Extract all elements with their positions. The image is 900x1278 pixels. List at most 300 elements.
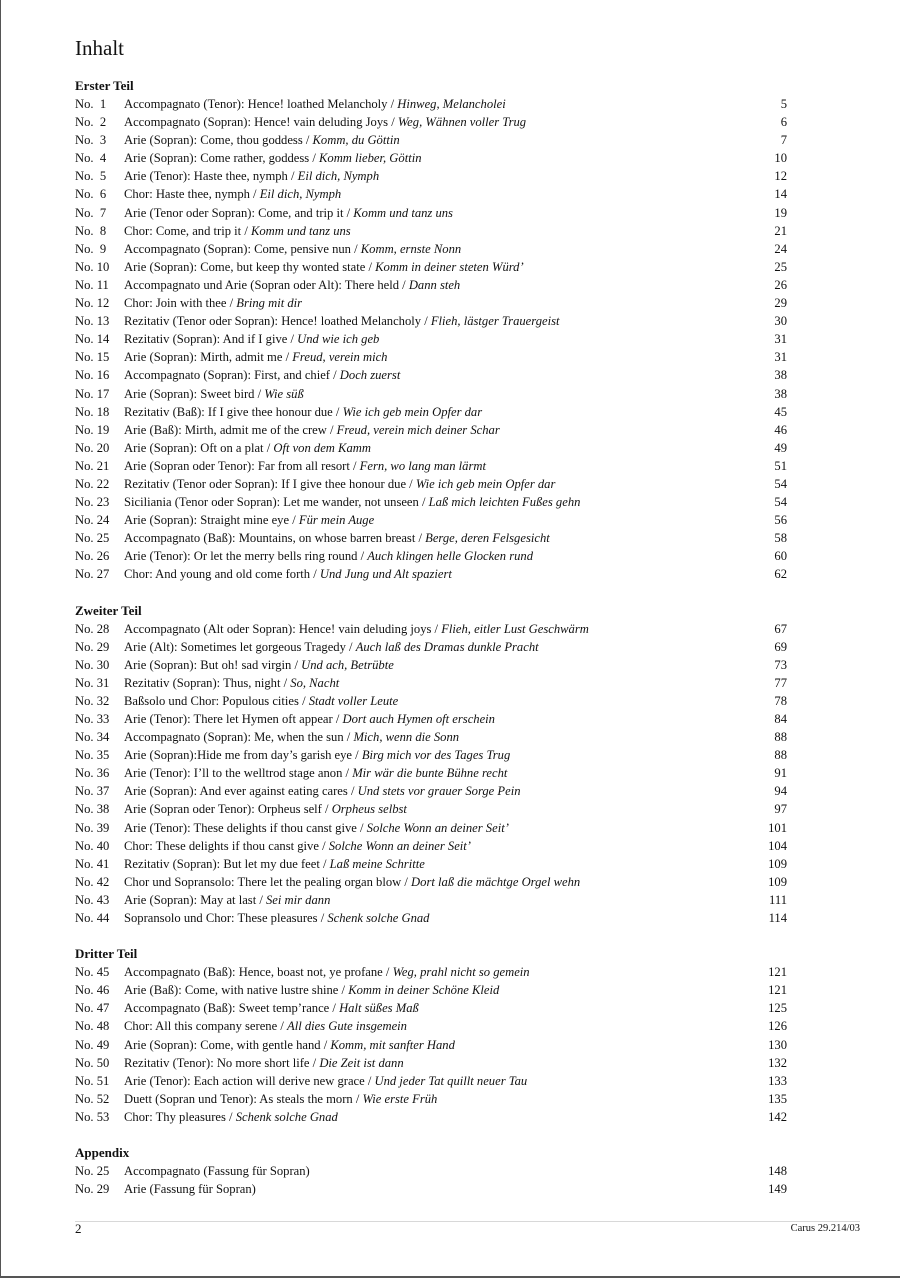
toc-entry [75, 547, 787, 565]
toc-entry [75, 891, 787, 909]
entry-title [124, 240, 747, 258]
entry-title-german: Und Jung und Alt spaziert [319, 567, 452, 582]
entry-title-english: Rezitativ (Sopran): But let my due feet / [124, 856, 330, 871]
entry-title [124, 764, 747, 782]
entry-title-german: Dort laß die mächtge Orgel wehn [411, 874, 581, 889]
entry-title [124, 728, 747, 746]
entry-page-number: 109 [768, 874, 787, 889]
entry-page-number: 54 [774, 495, 787, 510]
entry-title-english: Arie (Tenor): There let Hymen oft appear / [124, 712, 343, 726]
entry-title [124, 348, 747, 366]
entry-number: No. 11 [75, 277, 109, 292]
entry-title-english: Accompagnato (Sopran): First, and chief / [124, 368, 340, 383]
entry-title [124, 1072, 747, 1090]
entry-title-english: Chor: Thy pleasures / [124, 1109, 236, 1124]
entry-page-number: 121 [768, 965, 787, 980]
entry-title [124, 656, 747, 674]
entry-page-number: 149 [768, 1182, 787, 1197]
entry-page-number: 30 [774, 314, 787, 329]
toc-entry [75, 674, 787, 692]
entry-title [124, 222, 747, 240]
entry-number: No. 40 [75, 838, 110, 853]
entry-number: No. 32 [75, 693, 110, 708]
toc-entry [75, 167, 787, 185]
entry-page-number: 126 [768, 1019, 787, 1034]
entry-number: No. 16 [75, 368, 110, 383]
entry-title-german: Birg mich vor des Tages Trug [361, 748, 511, 763]
entry-number: No. 9 [75, 241, 107, 256]
entry-title-german: Die Zeit ist dann [319, 1055, 404, 1070]
toc-entry [75, 855, 787, 873]
entry-title [124, 800, 747, 818]
entry-number: No. 6 [75, 187, 107, 202]
toc-entry [75, 493, 787, 511]
entry-title-german: Für mein Auge [298, 513, 375, 528]
toc-entry [75, 240, 787, 258]
entry-title-english: Arie (Fassung für Sopran) [124, 1182, 256, 1197]
entry-number: No. 4 [75, 151, 107, 166]
entry-page-number: 104 [768, 838, 787, 853]
entry-title [124, 294, 747, 312]
entry-page-number: 51 [774, 458, 787, 473]
entry-title-english: Accompagnato (Alt oder Sopran): Hence! vain deluding joys / [124, 621, 442, 636]
toc-entry [75, 421, 787, 439]
entry-page-number: 6 [780, 115, 787, 130]
entry-number: No. 39 [75, 820, 110, 835]
entry-title [124, 185, 747, 203]
entry-title-english: Rezitativ (Tenor oder Sopran): If I give thee honour due / [124, 476, 416, 491]
entry-title-english: Accompagnato (Baß): Sweet temp’rance / [124, 1001, 340, 1016]
entry-page-number: 62 [774, 567, 787, 582]
entry-page-number: 130 [768, 1037, 787, 1052]
entry-title-english: Arie (Sopran): Mirth, admit me / [124, 350, 293, 365]
toc-entry [75, 1072, 787, 1090]
entry-page-number: 19 [774, 205, 787, 220]
entry-page-number: 31 [774, 332, 787, 347]
entry-page-number: 12 [774, 169, 787, 184]
toc-entry [75, 837, 787, 855]
entry-number: No. 14 [75, 332, 110, 347]
entry-title [124, 167, 747, 185]
entry-title-english: Rezitativ (Sopran): And if I give / [124, 332, 298, 347]
entry-title-german: Komm und tanz uns [250, 223, 351, 238]
entry-number: No. 29 [75, 639, 110, 654]
entry-title [124, 529, 747, 547]
entry-title-german: Wie süß [264, 386, 304, 401]
entry-title-german: Freud, verein mich [292, 350, 388, 365]
toc-entry [75, 403, 787, 421]
entry-title-german: Auch klingen helle Glocken rund [367, 549, 533, 564]
entry-title [124, 131, 747, 149]
entry-number: No. 23 [75, 495, 110, 510]
entry-title-german: Und wie ich geb [297, 332, 380, 347]
entry-page-number: 45 [774, 404, 787, 419]
toc-entry [75, 782, 787, 800]
toc-entry [75, 963, 787, 981]
entry-number: No. 7 [75, 205, 107, 220]
entry-page-number: 111 [769, 892, 787, 907]
toc-entry [75, 764, 787, 782]
entry-number: No. 31 [75, 675, 110, 690]
entry-page-number: 29 [774, 296, 787, 311]
page-title: Inhalt [75, 36, 124, 60]
entry-page-number: 101 [768, 820, 787, 835]
entry-page-number: 67 [774, 621, 787, 636]
entry-title-english: Arie (Tenor): These delights if thou canst give / [124, 820, 367, 835]
entry-title [124, 366, 747, 384]
entry-page-number: 7 [780, 133, 787, 148]
toc-entry [75, 981, 787, 999]
entry-title [124, 493, 747, 511]
entry-number: No. 45 [75, 965, 110, 980]
entry-title-german: Halt süßes Maß [339, 1001, 419, 1016]
entry-title-german: So, Nacht [290, 675, 340, 690]
entry-title [124, 855, 747, 873]
toc-entry [75, 728, 787, 746]
entry-title-english: Rezitativ (Baß): If I give thee honour due / [124, 404, 343, 419]
entry-title-english: Arie (Sopran): Oft on a plat / [124, 440, 274, 455]
entry-title-english: Arie (Sopran oder Tenor): Orpheus self / [124, 802, 332, 817]
toc-entry [75, 1162, 787, 1180]
toc-entry [75, 1180, 787, 1198]
entry-title [124, 1180, 747, 1198]
entry-page-number: 91 [774, 766, 787, 781]
entry-title [124, 981, 747, 999]
toc-entry [75, 258, 787, 276]
entry-title [124, 565, 747, 583]
entry-title-german: Komm und tanz uns [353, 205, 453, 220]
entry-number: No. 53 [75, 1109, 110, 1124]
toc-entry [75, 565, 787, 583]
entry-title [124, 1162, 747, 1180]
entry-title-german: Weg, prahl nicht so gemein [392, 965, 530, 980]
entry-page-number: 88 [774, 730, 787, 745]
entry-number: No. 19 [75, 422, 110, 437]
entry-number: No. 18 [75, 404, 110, 419]
entry-number: No. 41 [75, 856, 110, 871]
entry-number: No. 38 [75, 802, 110, 817]
entry-title-german: Laß meine Schritte [329, 856, 425, 871]
toc-entry [75, 1054, 787, 1072]
entry-number: No. 44 [75, 911, 110, 926]
entry-number: No. 21 [75, 458, 110, 473]
entry-title-german: Freud, verein mich deiner Schar [336, 422, 500, 437]
entry-title-english: Accompagnato (Sopran): Hence! vain deluding Joys / [124, 115, 398, 130]
entry-title-german: Berge, deren Felsgesicht [425, 531, 550, 546]
toc-entry [75, 529, 787, 547]
entry-page-number: 77 [774, 675, 787, 690]
toc-entry [75, 385, 787, 403]
entry-number: No. 33 [75, 712, 110, 726]
entry-number: No. 22 [75, 476, 110, 491]
entry-number: No. 24 [75, 513, 110, 528]
toc-entry [75, 330, 787, 348]
entry-title [124, 1108, 747, 1126]
entry-number: No. 52 [75, 1091, 110, 1106]
entry-title-english: Arie (Sopran): Come, thou goddess / [124, 133, 313, 148]
footer-divider [75, 1221, 860, 1222]
entry-title-english: Chor: All this company serene / [124, 1019, 287, 1034]
section-heading: Zweiter Teil [75, 602, 142, 618]
entry-title-english: Rezitativ (Tenor oder Sopran): Hence! loathed Melancholy / [124, 314, 431, 329]
entry-title-german: Wie erste Früh [362, 1091, 438, 1106]
toc-entry [75, 475, 787, 493]
entry-title [124, 511, 747, 529]
entry-title [124, 95, 747, 113]
entry-title [124, 276, 747, 294]
entry-title [124, 620, 747, 638]
entry-number: No. 2 [75, 115, 107, 130]
entry-title-german: Wie ich geb mein Opfer dar [415, 476, 556, 491]
entry-number: No. 5 [75, 169, 107, 184]
toc-entry [75, 222, 787, 240]
entry-title-german: Eil dich, Nymph [259, 187, 342, 202]
entry-title-english: Rezitativ (Tenor): No more short life / [124, 1055, 320, 1070]
entry-title-german: Komm lieber, Göttin [319, 151, 422, 166]
entry-title-english: Siciliania (Tenor oder Sopran): Let me wander, not unseen / [124, 495, 429, 510]
entry-title-german: Stadt voller Leute [308, 693, 399, 708]
entry-number: No. 3 [75, 133, 107, 148]
entry-title-english: Accompagnato (Baß): Mountains, on whose barren breast / [124, 531, 426, 546]
entry-title-english: Arie (Sopran): Sweet bird / [124, 386, 265, 401]
entry-page-number: 31 [774, 350, 787, 365]
entry-number: No. 15 [75, 350, 110, 365]
entry-title [124, 439, 747, 457]
entry-page-number: 38 [774, 386, 787, 401]
entry-title [124, 891, 747, 909]
section-heading: Erster Teil [75, 78, 134, 93]
toc-entry [75, 999, 787, 1017]
entry-title-german: Bring mit dir [236, 296, 303, 311]
entry-page-number: 132 [768, 1055, 787, 1070]
entry-title-english: Arie (Tenor): I’ll to the welltrod stage anon / [124, 766, 353, 781]
entry-title-english: Chor: These delights if thou canst give / [124, 838, 329, 853]
entry-title [124, 1090, 747, 1108]
toc-entry [75, 294, 787, 312]
entry-page-number: 58 [774, 531, 787, 546]
toc-entry [75, 1017, 787, 1035]
toc-entry [75, 312, 787, 330]
toc-entry [75, 511, 787, 529]
entry-number: No. 25 [75, 531, 110, 546]
entry-title-german: Solche Wonn an deiner Seit’ [366, 820, 509, 835]
entry-title-english: Accompagnato und Arie (Sopran oder Alt): There held / [124, 277, 409, 292]
entry-page-number: 94 [774, 784, 787, 799]
toc-entry [75, 185, 787, 203]
entry-title [124, 692, 747, 710]
table-of-contents [75, 77, 787, 1198]
toc-entry [75, 348, 787, 366]
entry-title-english: Chor: And young and old come forth / [124, 567, 320, 582]
entry-title-german: Und ach, Betrübte [301, 657, 394, 672]
entry-page-number: 25 [774, 259, 787, 274]
entry-page-number: 97 [774, 802, 787, 817]
entry-title [124, 258, 747, 276]
entry-title-german: Komm in deiner steten Würd’ [375, 259, 524, 274]
entry-page-number: 21 [774, 223, 787, 238]
toc-entry [75, 800, 787, 818]
entry-number: No. 49 [75, 1037, 110, 1052]
toc-entry [75, 131, 787, 149]
entry-title-english: Arie (Alt): Sometimes let gorgeous Tragedy / [124, 639, 356, 654]
toc-entry [75, 873, 787, 891]
entry-page-number: 88 [774, 748, 787, 763]
page-edge-left [0, 0, 1, 1278]
entry-number: No. 47 [75, 1001, 110, 1016]
entry-number: No. 29 [75, 1182, 110, 1197]
entry-title-english: Arie (Sopran): Come rather, goddess / [124, 151, 319, 166]
entry-title [124, 837, 747, 855]
entry-number: No. 37 [75, 784, 110, 799]
entry-title-german: Komm in deiner Schöne Kleid [348, 983, 500, 998]
entry-title [124, 421, 747, 439]
entry-number: No. 48 [75, 1019, 110, 1034]
toc-entry [75, 457, 787, 475]
toc-entry [75, 656, 787, 674]
entry-page-number: 148 [768, 1163, 787, 1178]
entry-title [124, 999, 747, 1017]
entry-title-english: Baßsolo und Chor: Populous cities / [124, 693, 309, 708]
entry-number: No. 42 [75, 874, 110, 889]
entry-page-number: 121 [768, 983, 787, 998]
toc-entry [75, 746, 787, 764]
entry-title [124, 403, 747, 421]
entry-number: No. 28 [75, 621, 110, 636]
entry-title-german: Mich, wenn die Sonn [353, 730, 460, 745]
entry-title-english: Accompagnato (Tenor): Hence! loathed Melancholy / [124, 97, 398, 111]
toc-entry [75, 149, 787, 167]
entry-title [124, 457, 747, 475]
toc-entry [75, 439, 787, 457]
entry-title-german: Eil dich, Nymph [297, 169, 380, 184]
entry-title [124, 909, 747, 927]
entry-title-german: All dies Gute insgemein [287, 1019, 407, 1034]
entry-page-number: 135 [768, 1091, 787, 1106]
entry-number: No. 8 [75, 223, 107, 238]
toc-entry [75, 1108, 787, 1126]
entry-page-number: 109 [768, 856, 787, 871]
section-heading: Dritter Teil [75, 946, 138, 962]
entry-title-english: Arie (Baß): Come, with native lustre shine / [124, 983, 349, 998]
entry-title [124, 674, 747, 692]
entry-page-number: 142 [768, 1109, 787, 1124]
entry-title [124, 638, 747, 656]
entry-number: No. 25 [75, 1163, 110, 1178]
entry-title [124, 330, 747, 348]
section-heading: Appendix [75, 1144, 130, 1160]
entry-title-english: Duett (Sopran und Tenor): As steals the morn / [124, 1091, 363, 1106]
entry-title-german: Sei mir dann [266, 892, 331, 907]
entry-page-number: 84 [774, 712, 787, 726]
entry-title-english: Rezitativ (Sopran): Thus, night / [124, 675, 291, 690]
entry-title-german: Wie ich geb mein Opfer dar [342, 404, 483, 419]
entry-title [124, 1054, 747, 1072]
entry-title-german: Schenk solche Gnad [235, 1109, 338, 1124]
entry-title-english: Arie (Tenor): Haste thee, nymph / [124, 169, 298, 184]
entry-title [124, 475, 747, 493]
entry-title [124, 746, 747, 764]
toc-entry [75, 366, 787, 384]
entry-title-english: Accompagnato (Fassung für Sopran) [124, 1163, 310, 1178]
footer-page-number: 2 [75, 1221, 82, 1236]
entry-page-number: 133 [768, 1073, 787, 1088]
entry-title-english: Chor: Come, and trip it / [124, 223, 251, 238]
entry-title-german: Laß mich leichten Fußes gehn [428, 495, 581, 510]
entry-page-number: 78 [774, 693, 787, 708]
entry-title-german: Dort auch Hymen oft erschein [342, 712, 495, 726]
entry-title-english: Accompagnato (Sopran): Come, pensive nun / [124, 241, 361, 256]
entry-number: No. 50 [75, 1055, 110, 1070]
entry-number: No. 30 [75, 657, 110, 672]
entry-title-german: Orpheus selbst [331, 802, 407, 817]
toc-entry [75, 819, 787, 837]
entry-title-english: Arie (Baß): Mirth, admit me of the crew / [124, 422, 337, 437]
entry-title-english: Arie (Tenor): Or let the merry bells ring round / [124, 549, 368, 564]
entry-title-german: Komm, mit sanfter Hand [330, 1037, 455, 1052]
entry-page-number: 60 [774, 549, 787, 564]
entry-title-english: Arie (Sopran):Hide me from day’s garish eye / [124, 748, 362, 763]
entry-title-english: Chor und Sopransolo: There let the pealing organ blow / [124, 874, 412, 889]
toc-entry [75, 620, 787, 638]
toc-entry [75, 204, 787, 222]
entry-title-english: Arie (Sopran): May at last / [124, 892, 266, 907]
entry-title-english: Arie (Sopran oder Tenor): Far from all resort / [124, 458, 360, 473]
toc-entry [75, 276, 787, 294]
entry-title-english: Sopransolo und Chor: These pleasures / [124, 911, 328, 926]
entry-page-number: 49 [774, 440, 787, 455]
entry-title-german: Oft von dem Kamm [273, 440, 371, 455]
entry-title-german: Auch laß des Dramas dunkle Pracht [355, 639, 539, 654]
entry-title-english: Arie (Sopran): Straight mine eye / [124, 513, 299, 528]
entry-title-german: Und stets vor grauer Sorge Pein [357, 784, 521, 799]
toc-entry [75, 95, 787, 113]
entry-title-english: Chor: Join with thee / [124, 296, 237, 311]
entry-title [124, 873, 747, 891]
entry-number: No. 35 [75, 748, 110, 763]
toc-entry [75, 638, 787, 656]
entry-page-number: 24 [774, 241, 787, 256]
entry-title-english: Arie (Sopran): But oh! sad virgin / [124, 657, 302, 672]
entry-number: No. 13 [75, 314, 110, 329]
entry-title [124, 819, 747, 837]
entry-number: No. 17 [75, 386, 110, 401]
entry-number: No. 20 [75, 440, 110, 455]
entry-title-english: Arie (Tenor oder Sopran): Come, and trip it / [124, 205, 354, 220]
entry-title-english: Arie (Sopran): And ever against eating cares / [124, 784, 358, 799]
entry-number: No. 46 [75, 983, 110, 998]
entry-page-number: 38 [774, 368, 787, 383]
entry-title-german: Flieh, lästger Trauergeist [430, 314, 560, 329]
entry-page-number: 14 [774, 187, 787, 202]
footer-catalog-number: Carus 29.214/03 [790, 1223, 860, 1234]
entry-number: No. 10 [75, 259, 110, 274]
toc-entry [75, 113, 787, 131]
entry-page-number: 73 [774, 657, 787, 672]
entry-title-english: Chor: Haste thee, nymph / [124, 187, 260, 202]
entry-page-number: 26 [774, 277, 787, 292]
entry-title-german: Dann steh [408, 277, 461, 292]
entry-number: No. 26 [75, 549, 110, 564]
toc-entry [75, 909, 787, 927]
entry-title [124, 1036, 747, 1054]
entry-title-german: Komm, ernste Nonn [360, 241, 462, 256]
entry-page-number: 5 [780, 97, 787, 111]
entry-title [124, 963, 747, 981]
entry-title-german: Doch zuerst [339, 368, 401, 383]
entry-page-number: 46 [774, 422, 787, 437]
entry-page-number: 56 [774, 513, 787, 528]
entry-page-number: 54 [774, 476, 787, 491]
